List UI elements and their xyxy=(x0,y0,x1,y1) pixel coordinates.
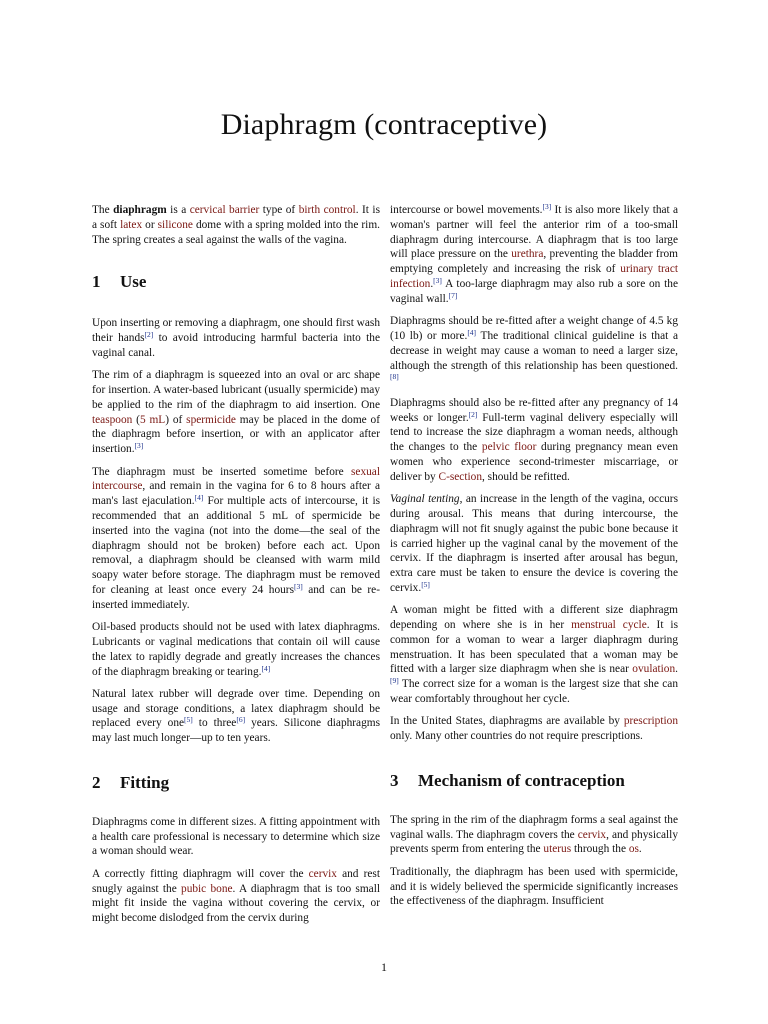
intro-term: diaphragm xyxy=(113,204,167,216)
use-text: Upon inserting or removing a diaphragm, one should first wash their hands xyxy=(92,317,380,344)
link-prescription[interactable]: prescription xyxy=(623,715,678,728)
use-paragraph xyxy=(92,465,380,613)
link-5ml[interactable]: 5 mL xyxy=(139,413,166,426)
link-birth-control[interactable]: birth control xyxy=(298,204,356,216)
section-heading-use xyxy=(92,272,380,292)
mechanism-text: Traditionally, the diaphragm has been used with spermicide, and it is widely believed the spermicide significantly increases the effectiveness of the diaphragm. Insufficient xyxy=(390,865,678,908)
use-text: to three xyxy=(192,717,237,730)
link-urinary-tract-infection[interactable]: urinary tract infection xyxy=(390,263,679,290)
citation-link[interactable]: [3] xyxy=(134,441,144,451)
fitting-paragraph xyxy=(390,314,678,388)
use-text: to avoid introducing harmful bacteria into the vaginal canal. xyxy=(92,331,381,359)
link-cervix[interactable]: cervix xyxy=(577,828,607,841)
use-paragraph xyxy=(92,368,380,457)
fitting-paragraph xyxy=(390,714,678,744)
link-uterus[interactable]: uterus xyxy=(543,843,572,856)
use-text: , and remain in the vagina for 6 to 8 hours after a man's last ejaculation. xyxy=(92,480,380,508)
use-text: Natural latex rubber will degrade over time. Depending on usage and storage conditions, a latex diaphragm should be replaced every one xyxy=(92,687,380,730)
link-silicone[interactable]: silicone xyxy=(157,218,193,231)
mechanism-text: through the xyxy=(571,843,629,856)
use-text: years. Silicone diaphragms may last much longer—up to ten years. xyxy=(92,717,381,745)
citation-link[interactable]: [6] xyxy=(236,715,246,725)
citation-link[interactable]: [4] xyxy=(467,327,477,337)
use-text: Oil-based products should not be used with latex diaphragms. Lubricants or vaginal medications that contain oil will cause the latex to rapidly degrade and greatly increases the chances of the diaphragm breaking or tearing. xyxy=(92,621,380,678)
link-spermicide[interactable]: spermicide xyxy=(186,413,236,426)
fitting-text: , preventing the bladder from emptying completely and increasing the risk of xyxy=(390,248,678,276)
use-text: For multiple acts of intercourse, it is recommended that an additional 5 mL of spermicide be inserted into the vagina (not into the dome—the seal of the diaphragm should not be broken) before each act. Upon removal, a diaphragm should be cleansed with warm mild soapy water before storage. The diaphragm must be removed for cleaning at least once every 24 hours xyxy=(92,495,381,596)
link-cervical-barrier[interactable]: cervical barrier xyxy=(189,204,260,216)
fitting-text: during pregnancy mean even women who experience second-trimester miscarriage, or deliver by xyxy=(390,441,678,483)
section-number: 3 xyxy=(390,771,399,791)
fitting-text: A woman might be fitted with a different size diaphragm depending on where she is in her xyxy=(390,604,678,632)
fitting-text: and rest snugly against the xyxy=(92,867,380,895)
fitting-paragraph xyxy=(92,815,380,859)
intro-text: The xyxy=(92,204,114,216)
citation-link[interactable]: [5] xyxy=(184,715,193,725)
intro-paragraph xyxy=(92,203,380,247)
section-title: Use xyxy=(120,272,147,292)
fitting-text: The traditional clinical guideline is that a decrease in weight may cause a woman to need a larger size, although the strength of this relationship has been questioned. xyxy=(390,329,678,372)
link-ovulation[interactable]: ovulation xyxy=(632,663,676,676)
section-heading-mechanism xyxy=(390,771,678,791)
fitting-text: . xyxy=(430,277,434,290)
link-urethra[interactable]: urethra xyxy=(511,248,544,261)
mechanism-paragraph xyxy=(390,813,678,857)
use-paragraph xyxy=(92,687,380,746)
fitting-text: Diaphragms should be re-fitted after a weight change of 4.5 kg (10 lb) or more. xyxy=(390,315,678,342)
citation-link[interactable]: [2] xyxy=(144,329,154,339)
page-title: Diaphragm (contraceptive) xyxy=(220,108,548,141)
link-c-section[interactable]: C-section xyxy=(438,470,482,483)
citation-link[interactable]: [3] xyxy=(542,202,552,211)
fitting-text: , an increase in the length of the vagina, occurs during arousal. This means that during intercourse, the diaphragm will not fit snugly against the pubic bone because it is carried higher up the vaginal canal by the movement of the cervix. If the diaphragm is inserted after arousal has begun, extra care must be taken to ensure the device is covering the cervix. xyxy=(390,493,678,594)
fitting-text: The correct size for a woman is the largest size that she can wear comfortably throughout her cycle. xyxy=(390,678,678,706)
citation-link[interactable]: [8] xyxy=(390,372,399,382)
left-column xyxy=(92,203,380,934)
link-menstrual-cycle[interactable]: menstrual cycle xyxy=(571,619,647,632)
use-text: ) of xyxy=(165,413,187,426)
citation-link[interactable]: [4] xyxy=(194,493,204,503)
link-cervix[interactable]: cervix xyxy=(308,867,337,880)
citation-link[interactable]: [2] xyxy=(468,409,478,419)
link-os[interactable]: os xyxy=(628,843,639,856)
link-sexual-intercourse[interactable]: sexual intercourse xyxy=(92,465,380,493)
section-title: Mechanism of contraception xyxy=(418,771,625,791)
fitting-text: A too-large diaphragm may also rub a sore on the vaginal wall. xyxy=(390,277,678,305)
section-title: Fitting xyxy=(120,773,170,793)
intro-text: . It is a soft xyxy=(92,204,380,231)
fitting-text: In the United States, diaphragms are available by xyxy=(390,715,624,728)
emphasis-term: Vaginal tenting xyxy=(390,493,460,506)
link-pelvic-floor[interactable]: pelvic floor xyxy=(481,441,537,454)
fitting-text: Diaphragms should also be re-fitted after any pregnancy of 14 weeks or longer. xyxy=(390,396,678,424)
fitting-text: intercourse or bowel movements. xyxy=(390,204,543,216)
fitting-text: . It is common for a woman to wear a larger diaphragm during menstruation. It has been speculated that a woman may be fitted with a larger size diaphragm when she is near xyxy=(390,619,679,676)
fitting-paragraph xyxy=(390,603,678,707)
fitting-paragraph xyxy=(92,867,380,926)
section-heading-fitting xyxy=(92,773,380,793)
mechanism-paragraph xyxy=(390,865,678,909)
link-latex[interactable]: latex xyxy=(120,218,143,231)
right-column xyxy=(390,203,678,917)
intro-text: dome with a spring molded into the rim. The spring creates a seal against the walls of the vagina. xyxy=(92,218,380,246)
link-pubic-bone[interactable]: pubic bone xyxy=(181,882,233,895)
page-number: 1 xyxy=(381,960,387,974)
use-text: may be placed in the dome of the diaphragm before insertion, or with an applicator after insertion. xyxy=(92,413,380,456)
fitting-text: It is also more likely that a woman's partner will feel the anterior rim of a too-small diaphragm during intercourse. A diaphragm that is too large will place pressure on the xyxy=(390,204,678,261)
fitting-text: . xyxy=(675,663,678,676)
use-text: The diaphragm must be inserted sometime before xyxy=(92,465,352,478)
section-number: 1 xyxy=(92,272,101,292)
fitting-paragraph xyxy=(390,396,678,485)
fitting-text: Diaphragms come in different sizes. A fitting appointment with a health care professional is necessary to determine which size a woman should wear. xyxy=(92,815,380,858)
citation-link[interactable]: [9] xyxy=(390,676,399,686)
mechanism-text: , and physically prevents sperm from entering the xyxy=(390,828,679,856)
citation-link[interactable]: [7] xyxy=(448,290,458,300)
fitting-text: . A diaphragm that is too small might fit inside the vagina without covering the cervix, or might become dislodged from the cervix during xyxy=(92,882,380,925)
mechanism-text: The spring in the rim of the diaphragm forms a seal against the vaginal walls. The diaphragm covers the xyxy=(390,813,678,841)
link-teaspoon[interactable]: teaspoon xyxy=(92,413,133,426)
fitting-paragraph xyxy=(390,492,678,596)
use-paragraph xyxy=(92,620,380,679)
fitting-paragraph xyxy=(390,203,678,307)
citation-link[interactable]: [5] xyxy=(421,579,430,589)
use-paragraph xyxy=(92,316,380,360)
intro-text: type of xyxy=(259,204,299,216)
citation-link[interactable]: [3] xyxy=(433,275,442,285)
use-text: and can be re-inserted immediately. xyxy=(92,583,380,611)
mechanism-text: . xyxy=(638,843,642,856)
fitting-text: only. Many other countries do not require prescriptions. xyxy=(390,730,643,743)
fitting-text: A correctly fitting diaphragm will cover the xyxy=(92,867,309,880)
citation-link[interactable]: [3] xyxy=(294,581,303,591)
intro-text: is a xyxy=(166,204,190,216)
use-text: The rim of a diaphragm is squeezed into an oval or arc shape for insertion. A water-based lubricant (usually spermicide) may be applied to the rim of the diaphragm to aid insertion. One xyxy=(92,369,380,411)
citation-link[interactable]: [4] xyxy=(261,663,271,673)
fitting-text: , should be refitted. xyxy=(482,470,570,483)
use-text: ( xyxy=(132,413,140,426)
intro-text: or xyxy=(142,218,158,231)
section-number: 2 xyxy=(92,773,101,793)
fitting-text: Full-term vaginal delivery especially will tend to increase the size diaphragm a woman needs, although the changes to the xyxy=(390,411,678,454)
